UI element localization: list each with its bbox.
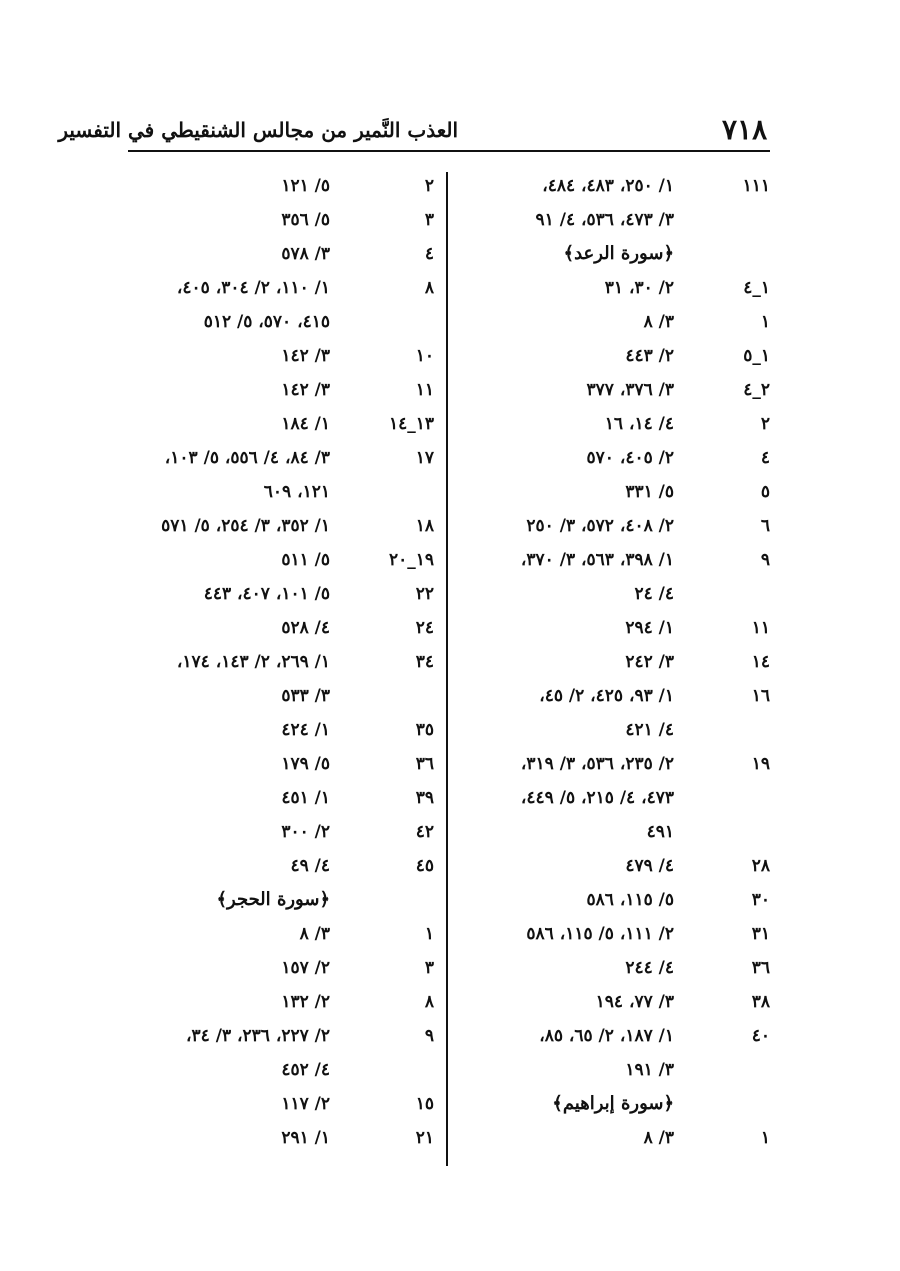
page-references: ٢/ ٤٠٨، ٥٧٢، ٣/ ٢٥٠ (526, 516, 674, 536)
index-row (128, 1053, 434, 1087)
verse-number: ١٠ (415, 346, 434, 366)
page-references: ٣/ ٢٤٢ (625, 652, 674, 672)
verse-number: ٤٢ (415, 822, 434, 842)
verse-number: ١٦ (751, 686, 770, 706)
page-references: ٣/ ٨٤، ٤/ ٥٥٦، ٥/ ١٠٣، (164, 448, 330, 468)
page-references: ١/ ١٨٤ (281, 414, 330, 434)
index-row (128, 373, 434, 407)
index-row (466, 985, 770, 1019)
page-references: ٢/ ١١١، ٥/ ١١٥، ٥٨٦ (526, 924, 674, 944)
surah-heading: ﴿سورة إبراهيم﴾ (552, 1093, 674, 1114)
page-references: ١/ ١٨٧، ٢/ ٦٥، ٨٥، (539, 1026, 674, 1046)
verse-number: ٢_٤ (743, 380, 770, 400)
index-column-left (128, 169, 434, 1155)
index-row (128, 1087, 434, 1121)
verse-number: ١_٤ (743, 278, 770, 298)
verse-number: ٣٦ (415, 754, 434, 774)
index-row (128, 747, 434, 781)
index-row (128, 271, 434, 305)
verse-number: ١_٥ (743, 346, 770, 366)
verse-number: ٣٠ (751, 890, 770, 910)
index-row (466, 305, 770, 339)
verse-number: ٣١ (751, 924, 770, 944)
verse-number: ٢٨ (751, 856, 770, 876)
column-divider (446, 172, 448, 1166)
page-references: ٤٧٣، ٤/ ٢١٥، ٥/ ٤٤٩، (520, 788, 674, 808)
verse-number: ١١١ (742, 176, 770, 196)
page-references: ١/ ٢٩٤ (625, 618, 674, 638)
surah-heading: ﴿سورة الحجر﴾ (216, 889, 330, 910)
page-references: ٢/ ٤٠٥، ٥٧٠ (586, 448, 674, 468)
page-references: ٢/ ٢٢٧، ٢٣٦، ٣/ ٣٤، (186, 1026, 330, 1046)
page-references: ٥/ ٥١١ (281, 550, 330, 570)
index-row (466, 373, 770, 407)
page-references: ٢/ ٣٠٠ (281, 822, 330, 842)
index-row (466, 815, 770, 849)
verse-number: ١٩_٢٠ (388, 550, 434, 570)
page-references: ٥/ ١١٥، ٥٨٦ (586, 890, 674, 910)
index-row (128, 713, 434, 747)
page-references: ١/ ٢٩١ (281, 1128, 330, 1148)
index-row (128, 917, 434, 951)
page-references: ٤/ ٢٤٤ (625, 958, 674, 978)
book-title: العذب النَّمير من مجالس الشنقيطي في التفسير (58, 118, 458, 142)
verse-number: ١٩ (751, 754, 770, 774)
index-row (128, 509, 434, 543)
index-row (128, 781, 434, 815)
page-references: ٥/ ٣٥٦ (281, 210, 330, 230)
verse-number: ٢ (424, 176, 434, 196)
verse-number: ٣ (424, 210, 434, 230)
index-row (466, 951, 770, 985)
verse-number: ٢ (760, 414, 770, 434)
page-references: ٤١٥، ٥٧٠، ٥/ ٥١٢ (203, 312, 330, 332)
index-row (466, 781, 770, 815)
page-references: ٣/ ١٤٢ (281, 380, 330, 400)
verse-number: ١٧ (415, 448, 434, 468)
index-row (128, 237, 434, 271)
verse-number: ٨ (424, 278, 434, 298)
index-row (466, 339, 770, 373)
page-references: ٢/ ٣٠، ٣١ (604, 278, 674, 298)
verse-number: ٢٢ (415, 584, 434, 604)
verse-number: ٢١ (415, 1128, 434, 1148)
page-references: ١/ ٣٩٨، ٥٦٣، ٣/ ٣٧٠، (520, 550, 674, 570)
verse-number: ٩ (760, 550, 770, 570)
page-references: ٣/ ٥٣٣ (281, 686, 330, 706)
page-references: ٢/ ٤٤٣ (625, 346, 674, 366)
index-row (128, 441, 434, 475)
index-row (466, 679, 770, 713)
page-references: ١/ ٤٥١ (281, 788, 330, 808)
index-row (128, 645, 434, 679)
page-references: ٤/ ٤٢١ (625, 720, 674, 740)
index-row (128, 407, 434, 441)
index-row (466, 407, 770, 441)
page-references: ٢/ ١١٧ (281, 1094, 330, 1114)
index-row (128, 951, 434, 985)
verse-number: ١٥ (415, 1094, 434, 1114)
page-references: ١/ ١١٠، ٢/ ٣٠٤، ٤٠٥، (176, 278, 330, 298)
verse-number: ١٤ (751, 652, 770, 672)
page-references: ٣/ ٨ (299, 924, 330, 944)
index-row (128, 883, 434, 917)
verse-number: ٤ (760, 448, 770, 468)
page-references: ١٢١، ٦٠٩ (263, 482, 330, 502)
page-references: ١/ ٩٣، ٤٢٥، ٢/ ٤٥، (539, 686, 674, 706)
index-row (466, 747, 770, 781)
page-references: ٢/ ١٥٧ (281, 958, 330, 978)
index-row (466, 917, 770, 951)
index-row (128, 985, 434, 1019)
index-row (466, 611, 770, 645)
verse-number: ٣٦ (751, 958, 770, 978)
verse-number: ١٣_١٤ (388, 414, 434, 434)
index-row (466, 1053, 770, 1087)
verse-number: ٢٤ (415, 618, 434, 638)
index-row (466, 169, 770, 203)
page-number: ٧١٨ (722, 113, 768, 146)
page-references: ٣/ ٣٧٦، ٣٧٧ (586, 380, 674, 400)
verse-number: ٨ (424, 992, 434, 1012)
verse-number: ١١ (415, 380, 434, 400)
page-references: ٥/ ١٠١، ٤٠٧، ٤٤٣ (203, 584, 330, 604)
page-references: ٢/ ٢٣٥، ٥٣٦، ٣/ ٣١٩، (520, 754, 674, 774)
index-row (128, 339, 434, 373)
index-column-right (466, 169, 770, 1155)
verse-number: ٣ (424, 958, 434, 978)
verse-number: ١ (760, 312, 770, 332)
verse-number: ٣٤ (415, 652, 434, 672)
index-row (466, 1087, 770, 1121)
index-row (128, 305, 434, 339)
index-row (466, 849, 770, 883)
page-references: ٣/ ٤٧٣، ٥٣٦، ٤/ ٩١ (535, 210, 674, 230)
page-references: ٣/ ١٩١ (625, 1060, 674, 1080)
verse-number: ٣٩ (415, 788, 434, 808)
index-row (466, 577, 770, 611)
index-row (466, 1019, 770, 1053)
index-row (466, 645, 770, 679)
page-references: ٥/ ١٧٩ (281, 754, 330, 774)
page-references: ٣/ ٥٧٨ (281, 244, 330, 264)
page-references: ٤/ ٥٢٨ (281, 618, 330, 638)
page-references: ٢/ ١٣٢ (281, 992, 330, 1012)
page-references: ٣/ ١٤٢ (281, 346, 330, 366)
surah-heading: ﴿سورة الرعد﴾ (563, 243, 674, 264)
index-row (466, 441, 770, 475)
verse-number: ٣٥ (415, 720, 434, 740)
page-references: ٣/ ٨ (643, 312, 674, 332)
page-references: ١/ ٣٥٢، ٣/ ٢٥٤، ٥/ ٥٧١ (161, 516, 330, 536)
verse-number: ١٨ (415, 516, 434, 536)
index-row (466, 237, 770, 271)
index-row (466, 1121, 770, 1155)
index-row (466, 713, 770, 747)
index-row (466, 203, 770, 237)
page-references: ١/ ٢٥٠، ٤٨٣، ٤٨٤، (542, 176, 674, 196)
index-row (466, 509, 770, 543)
index-row (466, 543, 770, 577)
verse-number: ١١ (751, 618, 770, 638)
index-row (466, 475, 770, 509)
verse-number: ٤ (424, 244, 434, 264)
page-references: ٤٩١ (646, 822, 674, 842)
page-references: ٤/ ٤٩ (290, 856, 330, 876)
index-row (128, 611, 434, 645)
index-row (128, 1019, 434, 1053)
verse-number: ١ (424, 924, 434, 944)
page-references: ٥/ ١٢١ (281, 176, 330, 196)
verse-number: ٩ (424, 1026, 434, 1046)
verse-number: ٤٥ (415, 856, 434, 876)
header-divider (128, 150, 770, 152)
verse-number: ٥ (760, 482, 770, 502)
index-row (128, 169, 434, 203)
page-references: ٣/ ٨ (643, 1128, 674, 1148)
page-references: ٤/ ٤٧٩ (625, 856, 674, 876)
page-references: ٤/ ١٤، ١٦ (604, 414, 674, 434)
page-references: ٤/ ٢٤ (634, 584, 674, 604)
index-row (128, 203, 434, 237)
page-references: ١/ ٤٢٤ (281, 720, 330, 740)
verse-number: ٤٠ (751, 1026, 770, 1046)
index-row (466, 271, 770, 305)
index-row (466, 883, 770, 917)
index-row (128, 475, 434, 509)
verse-number: ٣٨ (751, 992, 770, 1012)
page-references: ٣/ ٧٧، ١٩٤ (595, 992, 674, 1012)
index-row (128, 815, 434, 849)
page-references: ١/ ٢٦٩، ٢/ ١٤٣، ١٧٤، (176, 652, 330, 672)
index-row (128, 1121, 434, 1155)
index-row (128, 543, 434, 577)
page-references: ٥/ ٣٣١ (625, 482, 674, 502)
index-row (128, 849, 434, 883)
index-row (128, 679, 434, 713)
index-row (128, 577, 434, 611)
page-references: ٤/ ٤٥٢ (281, 1060, 330, 1080)
verse-number: ٦ (760, 516, 770, 536)
verse-number: ١ (760, 1128, 770, 1148)
